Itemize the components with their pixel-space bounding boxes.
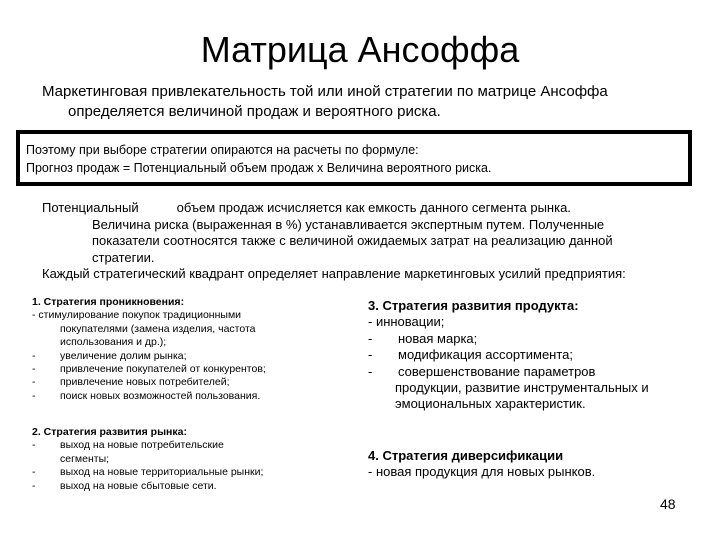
list-item-text: новая марка; — [398, 330, 478, 346]
list-item — [368, 364, 698, 380]
list-item-text: увеличение долим рынка; — [60, 349, 187, 362]
body-paragraph-2: Каждый стратегический квадрант определяет направление маркетинговых усилий предприятия: — [42, 266, 626, 281]
strategy-4-block — [368, 448, 698, 481]
formula-box — [16, 130, 692, 186]
list-item-text: выход на новые территориальные рынки; — [60, 466, 264, 479]
bullet-dash: - — [32, 363, 36, 376]
list-item-text: поиск новых возможностей пользования. — [60, 389, 261, 402]
list-item — [32, 376, 322, 389]
list-item-cont: продукции, развитие инструментальных и — [395, 380, 649, 396]
list-item-text: выход на новые потребительские — [60, 439, 224, 452]
bullet-dash: - — [32, 389, 36, 402]
strategy-4-heading: 4. Стратегия диверсификации — [368, 448, 564, 463]
bullet-dash: - — [368, 330, 373, 346]
bullet-dash: - — [32, 466, 36, 479]
list-item — [32, 363, 322, 376]
body-word-potential: Потенциальный — [42, 200, 139, 215]
list-item — [32, 390, 322, 403]
intro-line-2: определяется величиной продаж и вероятного риска. — [68, 103, 441, 120]
strategy-2-heading: 2. Стратегия развития рынка: — [32, 426, 187, 438]
body-line: стратегии. — [92, 249, 155, 265]
bullet-dash: - — [368, 347, 373, 363]
bullet-dash: - — [32, 439, 36, 452]
bullet-dash: - — [32, 479, 36, 492]
strategy-1-first-item-cont: покупателями (замена изделия, частота — [60, 322, 256, 335]
body-p1-rest: объем продаж исчисляется как емкость данного сегмента рынка. — [176, 200, 571, 215]
strategy-2-block — [32, 426, 322, 493]
list-item-cont: эмоциональных характеристик. — [395, 396, 586, 412]
intro-text — [42, 82, 692, 122]
body-paragraph-1-start — [42, 200, 692, 217]
body-line: показатели соотносятся также с величиной ожидаемых затрат на реализацию данной — [92, 233, 613, 248]
strategy-1-block — [32, 296, 322, 403]
slide-title: Матрица Ансоффа — [200, 29, 520, 70]
list-item-cont: сегменты; — [60, 452, 110, 465]
list-item-text: привлечение покупателей от конкурентов; — [60, 363, 266, 376]
body-line: Величина риска (выраженная в %) устанавливается экспертным путем. Полученные — [92, 216, 605, 232]
intro-line-1: Маркетинговая привлекательность той или иной стратегии по матрице Ансоффа — [42, 83, 608, 100]
bullet-dash: - — [32, 376, 36, 389]
strategy-3-block — [368, 298, 698, 413]
list-item-text: совершенствование параметров — [398, 363, 596, 379]
list-item — [368, 347, 698, 363]
formula-line-1: Поэтому при выборе стратегии опираются на расчеты по формуле: — [26, 143, 419, 157]
strategy-1-first-item-cont: использования и др.); — [60, 336, 167, 349]
strategy-3-first-item: - инновации; — [368, 314, 445, 330]
page-number: 48 — [660, 496, 676, 512]
list-item-text: выход на новые сбытовые сети. — [60, 479, 217, 492]
body-text — [42, 200, 692, 283]
strategy-4-item: - новая продукция для новых рынков. — [368, 464, 596, 480]
strategy-1-heading: 1. Стратегия проникновения: — [32, 296, 185, 308]
bullet-dash: - — [368, 363, 373, 379]
list-item — [32, 466, 322, 479]
list-item — [368, 331, 698, 347]
list-item — [32, 439, 322, 452]
list-item-text: модификация ассортимента; — [398, 347, 574, 363]
list-item — [32, 480, 322, 493]
strategy-1-first-item: - стимулирование покупок традиционными — [32, 309, 242, 322]
list-item-text: привлечение новых потребителей; — [60, 376, 230, 389]
bullet-dash: - — [32, 349, 36, 362]
strategy-3-heading: 3. Стратегия развития продукта: — [368, 298, 579, 313]
list-item — [32, 350, 322, 363]
formula-line-2: Прогноз продаж = Потенциальный объем продаж x Величина вероятного риска. — [26, 161, 492, 175]
